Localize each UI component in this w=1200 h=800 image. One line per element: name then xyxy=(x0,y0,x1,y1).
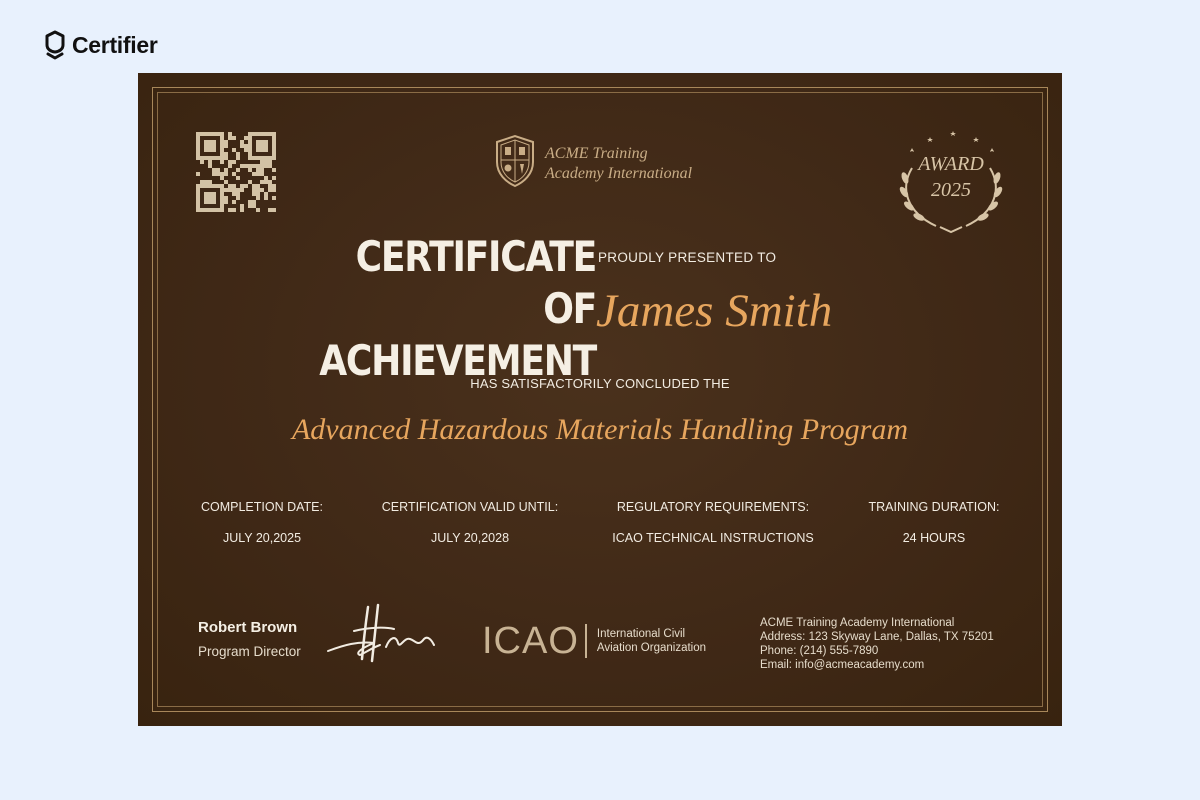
signatory-role: Program Director xyxy=(198,644,301,659)
signatory xyxy=(198,619,301,659)
qr-code-icon xyxy=(196,132,276,217)
detail-regulatory xyxy=(602,500,824,545)
icao-logo: ICAO xyxy=(482,620,579,662)
signatory-name: Robert Brown xyxy=(198,619,298,636)
detail-value: 24 HOURS xyxy=(902,531,966,545)
presented-to: PROUDLY PRESENTED TO xyxy=(598,250,777,265)
award-label: AWARD xyxy=(918,153,984,175)
organization-logo xyxy=(482,621,706,661)
detail-label: CERTIFICATION VALID UNTIL: xyxy=(381,500,559,514)
concluded-text: HAS SATISFACTORILY CONCLUDED THE xyxy=(470,376,730,391)
academy-name-line2: Academy International xyxy=(545,164,693,182)
certificate xyxy=(138,73,1062,726)
award-year: 2025 xyxy=(931,179,971,201)
brand-logo[interactable] xyxy=(44,28,158,62)
organization-name-line1: International Civil xyxy=(596,628,686,640)
detail-value: JULY 20,2028 xyxy=(430,531,510,545)
title-line1: CERTIFICATE xyxy=(355,232,596,281)
award-badge xyxy=(890,108,1012,243)
program-name: Advanced Hazardous Materials Handling Program xyxy=(291,413,909,446)
detail-label: TRAINING DURATION: xyxy=(868,500,1000,514)
academy-header xyxy=(493,134,692,193)
contact-org: ACME Training Academy International xyxy=(760,617,955,629)
contact-email: Email: info@acmeacademy.com xyxy=(760,659,925,671)
detail-value: JULY 20,2025 xyxy=(222,531,302,545)
title-line2: OF ACHIEVEMENT xyxy=(319,284,596,385)
certifier-logo-icon xyxy=(44,30,66,60)
detail-label: COMPLETION DATE: xyxy=(200,500,323,514)
contact-phone: Phone: (214) 555-7890 xyxy=(760,645,879,657)
logo-divider xyxy=(585,624,587,658)
contact-address: Address: 123 Skyway Lane, Dallas, TX 75201 xyxy=(760,631,994,643)
contact-info xyxy=(760,616,994,672)
detail-value: ICAO TECHNICAL INSTRUCTIONS xyxy=(612,531,814,545)
signature-icon xyxy=(324,601,439,674)
crest-shield-icon xyxy=(493,134,537,193)
organization-name-line2: Aviation Organization xyxy=(596,642,707,654)
detail-label: REGULATORY REQUIREMENTS: xyxy=(616,500,810,514)
recipient-name: James Smith xyxy=(596,285,833,337)
detail-duration xyxy=(856,500,1012,545)
academy-name-line1: ACME Training xyxy=(545,144,648,162)
brand-name: Certifier xyxy=(72,31,158,58)
detail-valid-until xyxy=(370,500,570,545)
detail-completion-date xyxy=(190,500,334,545)
certificate-title xyxy=(312,231,596,387)
